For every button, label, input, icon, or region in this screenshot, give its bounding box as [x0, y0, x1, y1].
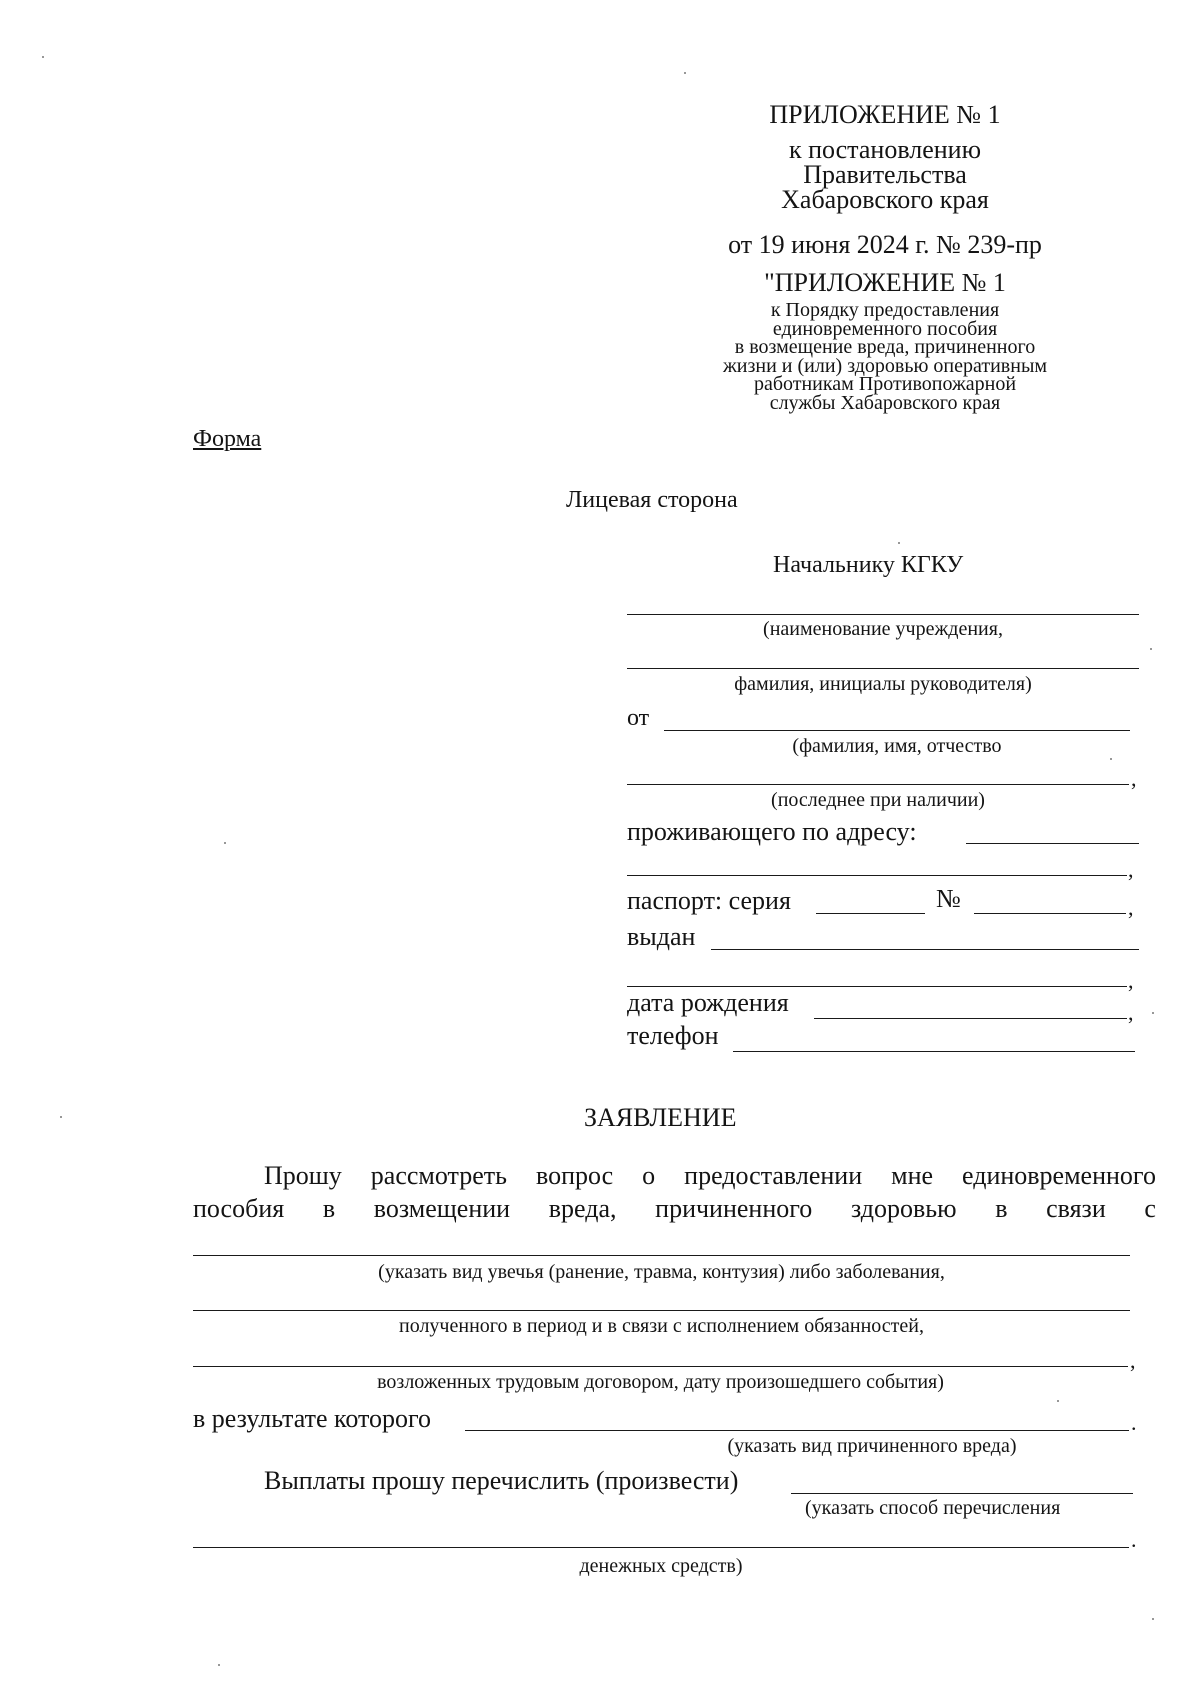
scan-speck — [1152, 1618, 1154, 1620]
injury-hint: (указать вид увечья (ранение, травма, контузия) либо заболевания, — [378, 1261, 945, 1283]
statement-word: возмещении — [373, 1194, 511, 1223]
scan-speck — [684, 72, 686, 74]
payment-label: Выплаты прошу перечислить (произвести) — [264, 1466, 739, 1495]
resolution-line: Хабаровского края — [781, 185, 989, 214]
procedure-line: службы Хабаровского края — [769, 391, 1001, 414]
resolution-date-number: от 19 июня 2024 г. № 239-пр — [728, 230, 1042, 259]
patronymic-line[interactable] — [627, 784, 1129, 785]
issued-label: выдан — [627, 922, 696, 951]
address-label: проживающего по адресу: — [627, 817, 917, 846]
statement-paragraph-line-2 — [193, 1194, 1156, 1224]
head-name-line[interactable] — [627, 668, 1139, 669]
statement-word: связи — [1046, 1194, 1106, 1223]
payment-method-line[interactable] — [791, 1493, 1133, 1494]
funds-line[interactable] — [193, 1547, 1129, 1548]
statement-word: Прошу — [264, 1161, 342, 1190]
scan-speck — [60, 1116, 62, 1118]
result-label: в результате которого — [193, 1404, 432, 1433]
resolution-line: Правительства — [803, 160, 967, 189]
funds-hint: денежных средств) — [579, 1555, 743, 1577]
form-label: Форма — [193, 426, 262, 452]
statement-paragraph-line-1 — [264, 1161, 1156, 1191]
birth-date-label: дата рождения — [627, 988, 789, 1017]
injury-line[interactable] — [193, 1255, 1130, 1256]
scan-speck — [1152, 1012, 1154, 1014]
attachment-header: ПРИЛОЖЕНИЕ № 1 — [769, 100, 1001, 129]
period-line[interactable] — [193, 1310, 1130, 1311]
birth-date-comma: , — [1128, 1000, 1134, 1025]
period-hint: полученного в период и в связи с исполнением обязанностей, — [399, 1315, 924, 1337]
statement-word: вреда, — [548, 1194, 617, 1223]
scan-speck — [1150, 648, 1152, 650]
harm-period: . — [1131, 1410, 1137, 1435]
procedure-line: жизни и (или) здоровью оперативным — [722, 354, 1048, 377]
scan-speck — [1057, 1400, 1059, 1402]
harm-hint: (указать вид причиненного вреда) — [727, 1435, 1017, 1457]
institution-line[interactable] — [627, 614, 1139, 615]
from-label: от — [627, 705, 650, 731]
statement-word: о — [642, 1161, 656, 1190]
issued-comma: , — [1128, 968, 1134, 993]
passport-comma: , — [1128, 895, 1134, 920]
address-line-1[interactable] — [966, 843, 1139, 844]
procedure-line: работникам Противопожарной — [753, 373, 1017, 395]
inner-attachment-header: "ПРИЛОЖЕНИЕ № 1 — [764, 268, 1006, 297]
phone-line[interactable] — [733, 1051, 1135, 1052]
statement-word: единовременного — [962, 1161, 1156, 1190]
addressee-title: Начальнику КГКУ — [773, 552, 964, 578]
funds-period: . — [1131, 1527, 1137, 1552]
patronymic-comma: , — [1131, 766, 1137, 791]
procedure-line: в возмещение вреда, причиненного — [734, 336, 1036, 358]
statement-word: вопрос — [535, 1161, 614, 1190]
phone-label: телефон — [627, 1021, 719, 1050]
fio-hint: (фамилия, имя, отчество — [792, 735, 1002, 757]
statement-word: здоровью — [850, 1194, 957, 1223]
statement-word: рассмотреть — [370, 1161, 507, 1190]
resolution-line: к постановлению — [788, 135, 982, 164]
statement-word: пособия — [193, 1194, 285, 1223]
birth-date-line[interactable] — [814, 1018, 1127, 1019]
address-line-2[interactable] — [627, 875, 1127, 876]
issued-line-1[interactable] — [711, 949, 1139, 950]
statement-word: в — [322, 1194, 336, 1223]
head-name-hint: фамилия, инициалы руководителя) — [734, 673, 1032, 695]
passport-series-label: паспорт: серия — [627, 886, 791, 915]
scan-speck — [898, 542, 900, 544]
address-comma: , — [1128, 857, 1134, 882]
passport-series-line[interactable] — [816, 913, 925, 914]
statement-word: мне — [891, 1161, 934, 1190]
patronymic-hint: (последнее при наличии) — [771, 789, 985, 811]
statement-word: в — [995, 1194, 1008, 1223]
procedure-reference — [700, 301, 1070, 412]
passport-number-label: № — [936, 884, 961, 913]
statement-word: причиненного — [655, 1194, 813, 1223]
institution-hint: (наименование учреждения, — [763, 618, 1003, 640]
scan-speck — [224, 842, 226, 844]
statement-word: предоставлении — [684, 1161, 863, 1190]
scan-speck — [42, 56, 44, 58]
resolution-reference — [700, 137, 1070, 212]
applicant-name-line[interactable] — [664, 730, 1130, 731]
scan-speck — [218, 1664, 220, 1666]
contract-comma: , — [1130, 1348, 1136, 1373]
scan-speck — [1110, 758, 1112, 760]
statement-word: с — [1144, 1194, 1156, 1223]
harm-line[interactable] — [465, 1430, 1129, 1431]
contract-hint: возложенных трудовым договором, дату произошедшего события) — [377, 1371, 944, 1393]
contract-line[interactable] — [193, 1366, 1128, 1367]
passport-number-line[interactable] — [974, 913, 1126, 914]
procedure-line: к Порядку предоставления — [770, 299, 1000, 321]
procedure-line: единовременного пособия — [772, 317, 998, 340]
side-label: Лицевая сторона — [566, 487, 738, 513]
issued-line-2[interactable] — [627, 986, 1127, 987]
statement-title: ЗАЯВЛЕНИЕ — [584, 1103, 737, 1132]
payment-method-hint: (указать способ перечисления — [805, 1497, 1061, 1519]
